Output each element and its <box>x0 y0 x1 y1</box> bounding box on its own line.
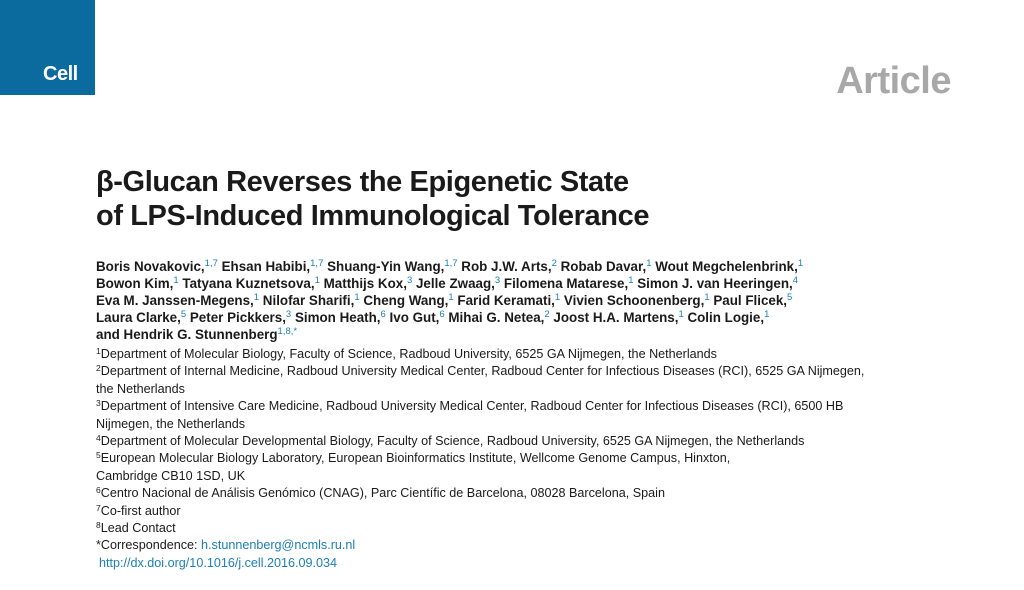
author-name: Laura Clarke, <box>96 310 181 325</box>
author-affiliation-marker[interactable]: 1,8,* <box>277 326 298 337</box>
author-affiliation-marker[interactable]: 1 <box>448 292 454 303</box>
correspondence-label: *Correspondence: <box>96 538 202 553</box>
affiliation-text: Department of Molecular Developmental Biology, Faculty of Science, Radboud University, 6525 GA Nijmegen, the Netherlands <box>100 434 805 449</box>
author-affiliation-marker[interactable]: 6 <box>380 309 386 320</box>
paper-title <box>96 165 649 233</box>
author-affiliation-marker[interactable]: 1,7 <box>204 258 218 269</box>
author-affiliation-marker[interactable]: 1,7 <box>310 258 324 269</box>
author-affiliation-marker[interactable]: 5 <box>180 309 187 320</box>
author-name: Peter Pickkers, <box>186 310 286 325</box>
affiliation-line <box>96 520 864 537</box>
affiliation-number: 8 <box>96 520 101 531</box>
cell-logo-text: Cell <box>43 63 78 85</box>
correspondence-line <box>96 537 864 554</box>
author-name: Joost H.A. Martens, <box>549 310 679 325</box>
author-affiliation-marker[interactable]: 1 <box>678 309 684 320</box>
author-affiliation-marker[interactable]: 1 <box>554 292 561 303</box>
author-affiliation-marker[interactable]: 3 <box>494 275 501 286</box>
author-name: Ivo Gut, <box>385 310 440 325</box>
affiliation-text: Department of Intensive Care Medicine, Radboud University Medical Center, Radboud Center for Infectious Diseases (RCI), 6500 HB <box>100 399 844 414</box>
correspondence-email-link[interactable]: h.stunnenberg@ncmls.ru.nl <box>201 538 356 553</box>
affiliation-line <box>96 416 864 433</box>
affiliation-line <box>96 433 864 450</box>
affiliation-number: 1 <box>96 346 101 356</box>
author-line <box>96 292 803 309</box>
author-affiliation-marker[interactable]: 1 <box>797 258 804 269</box>
author-affiliation-marker[interactable]: 4 <box>792 275 799 286</box>
author-name: Robab Davar, <box>556 259 647 274</box>
author-affiliation-marker[interactable]: 5 <box>787 292 793 303</box>
affiliation-line <box>96 346 864 363</box>
author-name: and Hendrik G. Stunnenberg <box>96 327 278 342</box>
affiliation-line <box>96 398 864 415</box>
affiliation-text: Co-first author <box>100 503 181 518</box>
affiliation-line <box>96 485 864 502</box>
author-name: Farid Keramati, <box>453 293 555 308</box>
title-line-1: β-Glucan Reverses the Epigenetic State <box>96 166 629 198</box>
author-affiliation-marker[interactable]: 1 <box>314 275 320 286</box>
affiliation-number: 5 <box>96 450 101 461</box>
author-name: Simon Heath, <box>291 310 381 325</box>
author-list <box>96 258 803 343</box>
affiliation-number: 7 <box>96 502 101 513</box>
author-name: Wout Megchelenbrink, <box>651 259 798 274</box>
affiliation-text: Cambridge CB10 1SD, UK <box>96 468 246 483</box>
author-name: Ehsan Habibi, <box>217 259 311 274</box>
author-line <box>96 275 803 292</box>
doi-link[interactable]: http://dx.doi.org/10.1016/j.cell.2016.09.034 <box>99 555 338 570</box>
author-name: Eva M. Janssen-Megens, <box>96 293 254 308</box>
author-affiliation-marker[interactable]: 1 <box>253 292 260 303</box>
author-name: Mihai G. Netea, <box>444 310 545 325</box>
affiliation-list <box>96 346 864 572</box>
author-name: Tatyana Kuznetsova, <box>178 276 315 291</box>
author-name: Shuang-Yin Wang, <box>323 259 445 274</box>
affiliation-text: Centro Nacional de Análisis Genómico (CNAG), Parc Científic de Barcelona, 08028 Barcelona, Spain <box>100 486 665 501</box>
author-affiliation-marker[interactable]: 2 <box>551 258 557 269</box>
author-name: Colin Logie, <box>683 310 765 325</box>
affiliation-line <box>96 503 864 520</box>
affiliation-text: Department of Molecular Biology, Faculty of Science, Radboud University, 6525 GA Nijmegen, the Netherlands <box>100 347 717 361</box>
author-affiliation-marker[interactable]: 1 <box>628 275 634 286</box>
author-name: Boris Novakovic, <box>96 259 205 274</box>
affiliation-text: European Molecular Biology Laboratory, European Bioinformatics Institute, Wellcome Genome Campus, Hinxton, <box>100 451 731 466</box>
author-name: Jelle Zwaag, <box>412 276 495 291</box>
author-affiliation-marker[interactable]: 2 <box>544 309 550 320</box>
author-affiliation-marker[interactable]: 3 <box>406 275 413 286</box>
author-name: Simon J. van Heeringen, <box>633 276 793 291</box>
title-line-2: of LPS-Induced Immunological Tolerance <box>96 200 650 232</box>
author-affiliation-marker[interactable]: 1 <box>173 275 179 286</box>
author-line <box>96 309 803 326</box>
affiliation-number: 6 <box>96 485 101 496</box>
affiliation-number: 4 <box>96 433 101 444</box>
affiliation-line <box>96 363 864 380</box>
author-name: Matthijs Kox, <box>319 276 407 291</box>
author-name: Filomena Matarese, <box>500 276 629 291</box>
author-name: Bowon Kim, <box>96 276 174 291</box>
author-name: Vivien Schoonenberg, <box>560 293 705 308</box>
affiliation-text: the Netherlands <box>96 381 185 396</box>
author-affiliation-marker[interactable]: 1 <box>354 292 360 303</box>
affiliation-text: Nijmegen, the Netherlands <box>96 416 246 431</box>
affiliation-line <box>96 381 864 398</box>
author-line <box>96 258 803 275</box>
author-affiliation-marker[interactable]: 1 <box>646 258 652 269</box>
author-name: Cheng Wang, <box>359 293 449 308</box>
affiliation-number: 3 <box>96 398 101 409</box>
affiliation-text: Department of Internal Medicine, Radboud University Medical Center, Radboud Center for Infectious Diseases (RCI), 6525 GA Nijmegen, <box>100 364 865 379</box>
doi-line <box>96 555 864 572</box>
affiliation-line <box>96 468 864 485</box>
author-line <box>96 326 803 343</box>
affiliation-line <box>96 450 864 467</box>
author-affiliation-marker[interactable]: 6 <box>439 309 445 320</box>
author-name: Rob J.W. Arts, <box>457 259 552 274</box>
affiliation-number: 2 <box>96 363 101 374</box>
author-name: Paul Flicek, <box>709 293 788 308</box>
affiliation-text: Lead Contact <box>100 521 176 536</box>
author-affiliation-marker[interactable]: 1,7 <box>444 258 458 269</box>
cell-logo <box>0 0 95 95</box>
author-affiliation-marker[interactable]: 1 <box>704 292 710 303</box>
article-type-label: Article <box>836 60 951 102</box>
author-affiliation-marker[interactable]: 3 <box>285 309 292 320</box>
author-affiliation-marker[interactable]: 1 <box>764 309 770 320</box>
author-name: Nilofar Sharifi, <box>259 293 355 308</box>
